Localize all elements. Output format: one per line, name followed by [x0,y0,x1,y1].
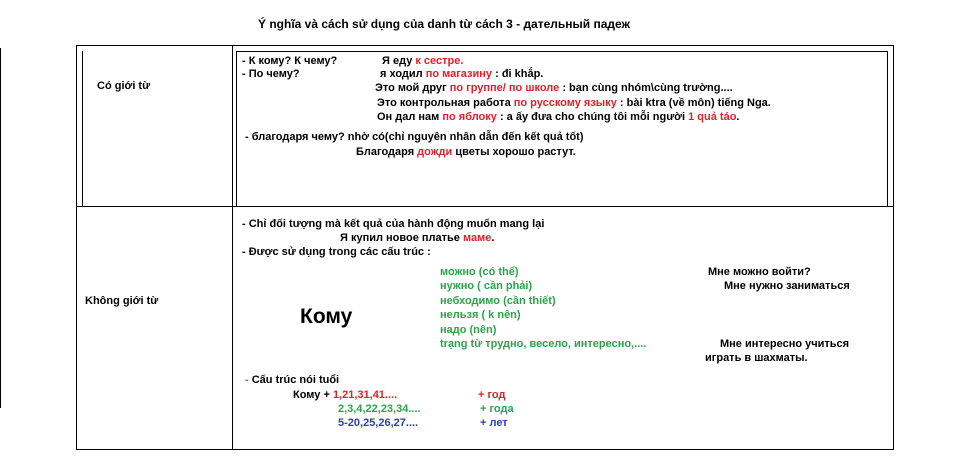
text: Я еду [382,55,416,67]
table-border-top [76,45,894,46]
example-sentence: играть в шахматы. [705,352,808,364]
example-sentence: Мне можно войти? [708,266,811,278]
age-numbers: 2,3,4,22,23,34.... [338,403,421,415]
year-word: + года [480,403,514,415]
komu-heading: Кому [300,305,353,328]
text: Кому + [293,389,333,401]
highlight: по яблоку [442,111,497,123]
text: Cấu trúc nói tuổi [251,374,340,386]
row1-line2 [242,68,300,80]
highlight: маме [462,232,492,244]
text: цветы хорошо растут. [452,146,576,158]
row2-line1: - Chỉ đối tượng mà kết quả của hành động muốn mang lại [242,218,545,230]
text: . [491,232,495,244]
highlight: к сестре. [415,55,464,67]
text: Это контрольная работа [377,97,514,109]
green-item: небходимо (cần thiết) [440,295,556,307]
example-sentence: Мне нужно заниматься [724,280,850,292]
highlight: 1 quả táo [688,111,737,123]
text: : bài ktra (về môn) tiếng Nga. [616,97,771,109]
row1-line4 [377,97,771,109]
green-item: можно (có thể) [440,266,519,278]
year-word: + год [478,389,506,401]
row-divider [76,206,894,207]
row-label-without-preposition: Không giới từ [85,295,159,307]
text: - К кому? К чему? [242,55,338,67]
text: . [736,111,740,123]
age-formula [293,389,397,401]
green-item: надо (nên) [440,324,497,336]
year-word: + лет [480,417,508,429]
inner-box-left [236,51,237,206]
highlight: по группе/ по школе [449,82,560,94]
age-structure-title [245,374,339,386]
green-item: нельзя ( k nên) [440,309,521,321]
age-numbers: 5-20,25,26,27.... [338,417,419,429]
table-border-bottom [76,449,894,450]
row1-line7 [356,146,576,158]
text: : bạn cùng nhóm\cùng trường.... [559,82,733,94]
text: : đi khắp. [492,68,544,80]
text: Это мой друг [375,82,450,94]
row1-line1 [242,55,337,67]
text: Благодаря [356,146,418,158]
highlight: дожди [417,146,453,158]
stray-line-left [0,48,1,408]
page-title: Ý nghĩa và cách sử dụng của danh từ cách 3 - дательный падеж [258,17,631,31]
text: Я купил новое платье [340,232,463,244]
green-item: trạng từ трудно, весело, интересно,.... [440,338,647,350]
row2-line3: - Được sử dụng trong các cấu trúc : [242,246,431,258]
column-divider [232,45,233,450]
row1-line6: - благодаря чему? nhờ có(chỉ nguyên nhân dẫn đến kết quả tốt) [245,131,584,143]
row1-line1-example [382,55,463,67]
highlight: по русскому языку [513,97,617,109]
age-numbers: 1,21,31,41.... [332,389,398,401]
row-label-with-preposition: Có giới từ [97,80,151,92]
dash: - [245,374,252,386]
highlight: по магазину [425,68,493,80]
example-sentence: Мне интересно учиться [720,338,850,350]
text: - По чему? [242,68,300,80]
inner-box-right [887,51,888,206]
text: : a ấy đưa cho chúng tôi mỗi người [496,111,689,123]
text: Он дал нам [377,111,443,123]
table-border-right [893,45,894,450]
row1-line2-example [380,68,543,80]
label-box-left [82,51,83,206]
green-item: нужно ( cần phải) [440,280,533,292]
row1-line3 [375,82,733,94]
inner-box-top [237,51,888,52]
row2-line2 [340,232,494,244]
table-border-left [76,45,77,450]
text: я ходил [380,68,426,80]
row1-line5 [377,111,739,123]
